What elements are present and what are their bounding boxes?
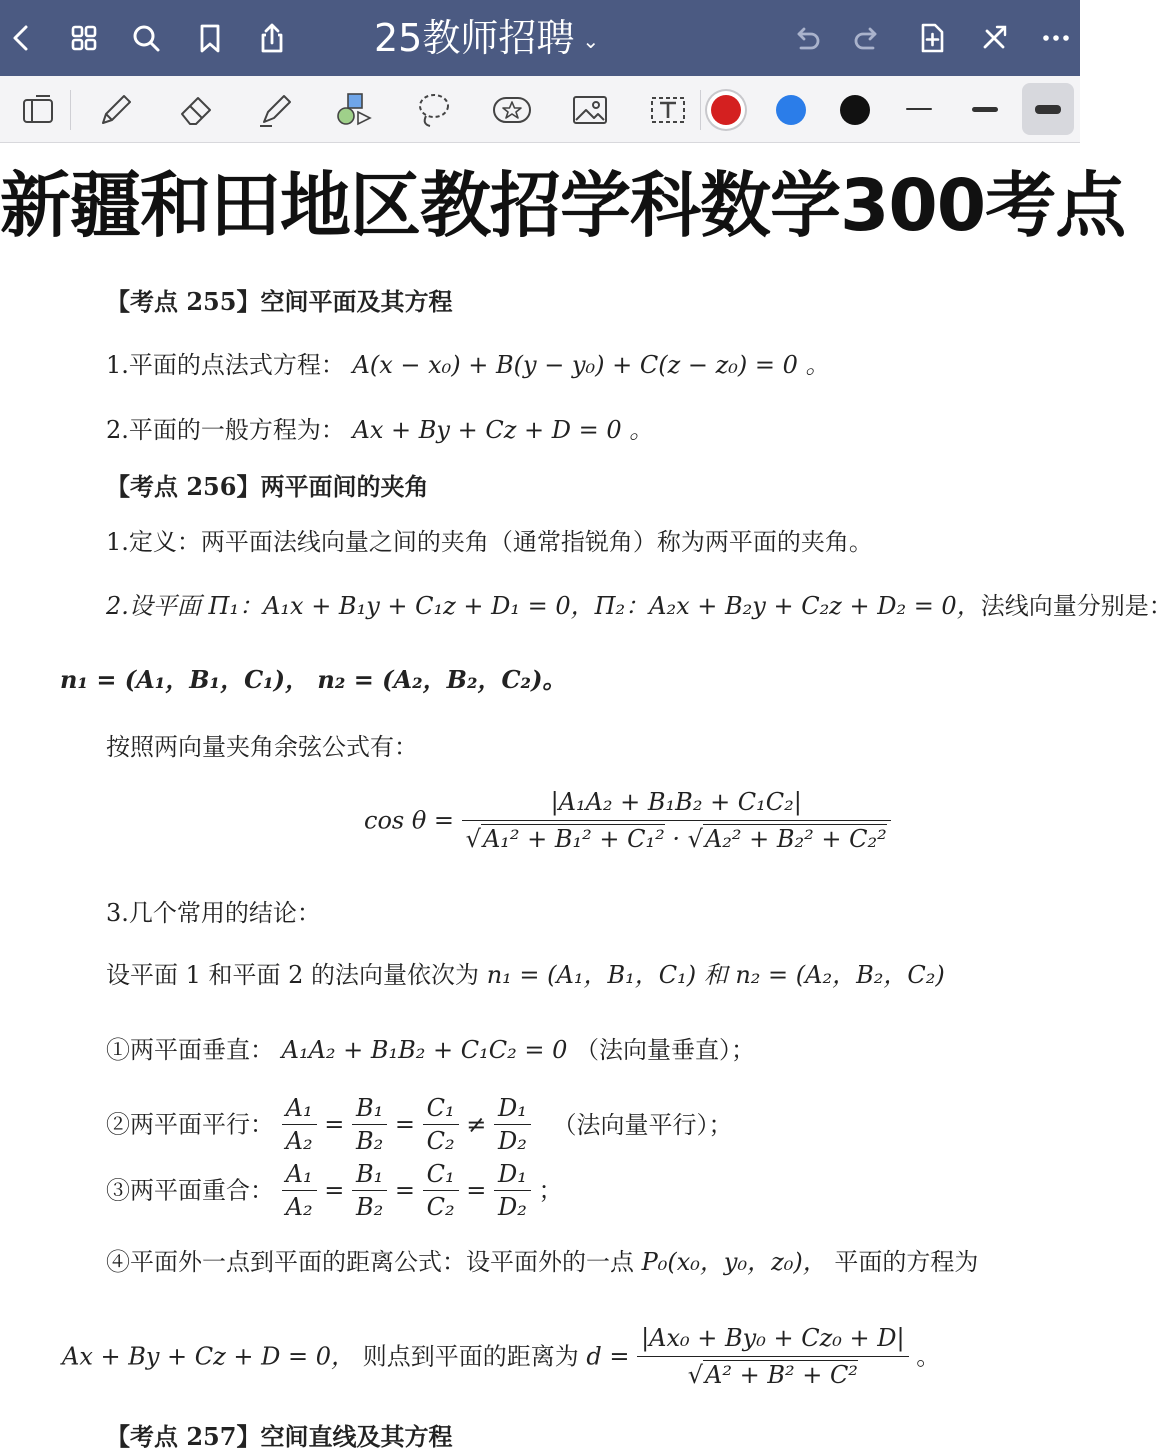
d-denominator: √A² + B² + C² bbox=[687, 1361, 858, 1389]
cos-denominator: √A₁² + B₁² + C₁² · √A₂² + B₂² + C₂² bbox=[465, 825, 887, 853]
frac-d bbox=[494, 1092, 531, 1157]
lasso-icon[interactable] bbox=[410, 86, 458, 134]
num: A₁ bbox=[282, 1092, 317, 1125]
coincide-condition bbox=[106, 1158, 563, 1223]
num: B₁ bbox=[352, 1158, 387, 1191]
den: D₂ bbox=[498, 1127, 527, 1155]
top-nav-bar bbox=[0, 0, 1080, 76]
end: 。 bbox=[916, 1342, 941, 1371]
shapes-icon[interactable] bbox=[330, 86, 378, 134]
redo-icon[interactable] bbox=[848, 18, 888, 58]
planes-given-line bbox=[106, 589, 1173, 623]
note: （法向量平行）； bbox=[552, 1110, 733, 1139]
text: ③两平面重合： bbox=[106, 1176, 274, 1205]
den: D₂ bbox=[498, 1193, 527, 1221]
document-title[interactable] bbox=[374, 12, 599, 64]
page-title: 新疆和田地区教招学科数学300考点 bbox=[0, 164, 1126, 247]
neq-sign: ≠ bbox=[466, 1110, 487, 1139]
conclusions-heading: 3.几个常用的结论： bbox=[106, 899, 321, 927]
den: C₂ bbox=[426, 1193, 455, 1221]
stroke-medium[interactable] bbox=[972, 107, 998, 112]
distance-intro-line bbox=[106, 1245, 978, 1279]
frac-a bbox=[282, 1158, 317, 1223]
frac-a bbox=[282, 1092, 317, 1157]
note: （法向量垂直）； bbox=[575, 1036, 756, 1064]
dot: · bbox=[672, 825, 681, 853]
sticker-icon[interactable] bbox=[488, 86, 536, 134]
den: B₂ bbox=[355, 1127, 384, 1155]
num: C₁ bbox=[423, 1158, 459, 1191]
normal-vectors-given bbox=[106, 958, 945, 992]
frac-c bbox=[423, 1092, 459, 1157]
color-swatch-red[interactable] bbox=[711, 95, 741, 125]
section-heading-256: 【考点 256】两平面间的夹角 bbox=[106, 472, 429, 501]
cosine-intro-line: 按照两向量夹角余弦公式有： bbox=[106, 733, 418, 761]
back-icon[interactable] bbox=[2, 18, 42, 58]
document-title-text: 25教师招聘 bbox=[374, 16, 575, 60]
highlighter-icon[interactable] bbox=[252, 86, 300, 134]
end: ； bbox=[538, 1176, 563, 1205]
den: A₂ bbox=[285, 1193, 313, 1221]
chevron-down-icon: ⌄ bbox=[582, 28, 600, 53]
d-lhs: d = bbox=[586, 1342, 630, 1371]
text-icon[interactable] bbox=[644, 86, 692, 134]
den: A₂ bbox=[285, 1127, 313, 1155]
eq-sign: = bbox=[466, 1176, 487, 1205]
den: C₂ bbox=[426, 1127, 455, 1155]
section-heading-255: 【考点 255】空间平面及其方程 bbox=[106, 287, 453, 316]
frac-d bbox=[494, 1158, 531, 1223]
eraser-icon[interactable] bbox=[172, 86, 220, 134]
point-normal-equation bbox=[106, 348, 830, 382]
sidebar-toggle-icon[interactable] bbox=[14, 86, 62, 134]
sqrt: A² + B² + C² bbox=[705, 1361, 858, 1389]
text: 平面的方程为 bbox=[834, 1248, 979, 1276]
cos-fraction bbox=[462, 784, 891, 857]
frac-c bbox=[423, 1158, 459, 1223]
eq-sign: = bbox=[394, 1176, 415, 1205]
num: B₁ bbox=[352, 1092, 387, 1125]
eq-sign: = bbox=[324, 1110, 345, 1139]
text: ④平面外一点到平面的距离公式：设平面外的一点 bbox=[106, 1248, 634, 1276]
cosine-formula bbox=[364, 784, 891, 857]
toolbar-divider bbox=[700, 90, 701, 130]
parallel-condition bbox=[106, 1092, 733, 1157]
formula: n₁ = (A₁，B₁，C₁) 和 n₂ = (A₂，B₂，C₂) bbox=[486, 961, 945, 989]
d-numerator: |Ax₀ + By₀ + Cz₀ + D| bbox=[637, 1320, 908, 1357]
grid-icon[interactable] bbox=[64, 18, 104, 58]
undo-icon[interactable] bbox=[786, 18, 826, 58]
formula: Ax + By + Cz + D = 0 。 bbox=[352, 416, 654, 444]
den: B₂ bbox=[355, 1193, 384, 1221]
eq-sign: = bbox=[394, 1110, 415, 1139]
close-tools-icon[interactable] bbox=[974, 18, 1014, 58]
distance-fraction bbox=[637, 1320, 908, 1393]
definition-line: 1.定义：两平面法线向量之间的夹角（通常指锐角）称为两平面的夹角。 bbox=[106, 528, 873, 556]
share-icon[interactable] bbox=[252, 18, 292, 58]
stroke-thin[interactable] bbox=[906, 108, 932, 110]
sqrt-b: A₂² + B₂² + C₂² bbox=[704, 825, 887, 853]
cos-lhs: cos θ = bbox=[364, 806, 455, 835]
num: A₁ bbox=[282, 1158, 317, 1191]
toolbar-divider bbox=[70, 90, 71, 130]
frac-b bbox=[352, 1158, 387, 1223]
formula: A₁A₂ + B₁B₂ + C₁C₂ = 0 bbox=[281, 1036, 568, 1064]
cos-numerator: |A₁A₂ + B₁B₂ + C₁C₂| bbox=[462, 784, 891, 821]
perpendicular-condition bbox=[106, 1033, 755, 1067]
image-icon[interactable] bbox=[566, 86, 614, 134]
distance-formula-line bbox=[62, 1320, 940, 1393]
sqrt-a: A₁² + B₁² + C₁² bbox=[482, 825, 665, 853]
stroke-thick bbox=[1035, 105, 1061, 114]
pen-icon[interactable] bbox=[92, 86, 140, 134]
section-heading-257: 【考点 257】空间直线及其方程 bbox=[106, 1422, 453, 1451]
text: 法线向量分别是： bbox=[980, 592, 1173, 620]
more-icon[interactable] bbox=[1036, 18, 1076, 58]
formula: A(x − x₀) + B(y − y₀) + C(z − z₀) = 0 。 bbox=[352, 351, 830, 379]
bookmark-icon[interactable] bbox=[190, 18, 230, 58]
add-page-icon[interactable] bbox=[912, 18, 952, 58]
normal-vectors-line bbox=[60, 663, 566, 697]
formula: 2.设平面 Π₁：A₁x + B₁y + C₁z + D₁ = 0，Π₂：A₂x + B₂y + C₂z + D₂ = 0， bbox=[106, 592, 981, 620]
color-swatch-black[interactable] bbox=[840, 95, 870, 125]
num: C₁ bbox=[423, 1092, 459, 1125]
frac-b bbox=[352, 1092, 387, 1157]
text: 2.平面的一般方程为： bbox=[106, 416, 345, 444]
general-equation bbox=[106, 413, 653, 447]
annotation-toolbar bbox=[0, 76, 1080, 143]
text: ②两平面平行： bbox=[106, 1110, 274, 1139]
search-icon[interactable] bbox=[126, 18, 166, 58]
text: 设平面 1 和平面 2 的法向量依次为 bbox=[106, 961, 480, 989]
text: ①两平面垂直： bbox=[106, 1036, 274, 1064]
num: D₁ bbox=[494, 1158, 531, 1191]
formula: n₁ = (A₁，B₁，C₁)， n₂ = (A₂，B₂，C₂)。 bbox=[60, 665, 567, 694]
text: 则点到平面的距离为 bbox=[362, 1342, 579, 1371]
color-swatch-blue[interactable] bbox=[776, 95, 806, 125]
text: 1.平面的点法式方程： bbox=[106, 351, 345, 379]
eq-sign: = bbox=[324, 1176, 345, 1205]
formula: Ax + By + Cz + D = 0， bbox=[62, 1342, 356, 1371]
stroke-thick-selected[interactable] bbox=[1022, 83, 1074, 135]
num: D₁ bbox=[494, 1092, 531, 1125]
formula: P₀(x₀，y₀，z₀)， bbox=[641, 1248, 827, 1276]
